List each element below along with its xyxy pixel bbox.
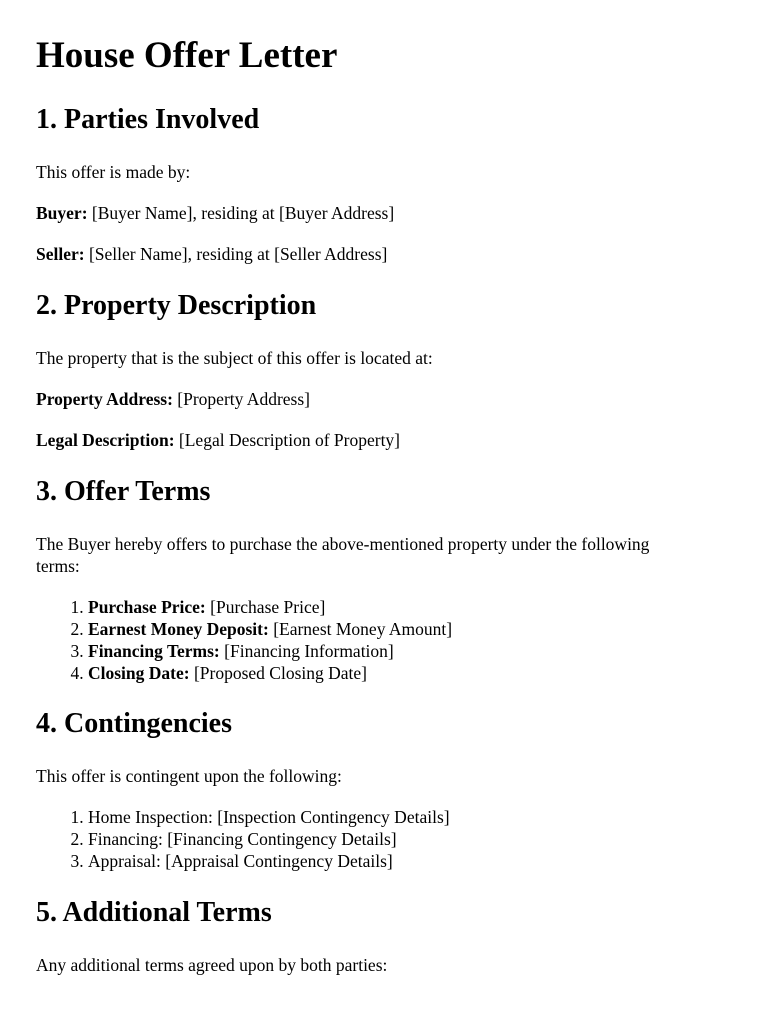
section-heading-offer-terms: 3. Offer Terms [36,476,211,507]
property-intro: The property that is the subject of this offer is located at: [36,348,433,368]
buyer-line [36,202,716,224]
list-item [88,640,452,662]
offer-terms-intro: The Buyer hereby offers to purchase the above-mentioned property under the following terms: [36,534,650,576]
section-heading-property: 2. Property Description [36,290,317,321]
document-title: House Offer Letter [36,35,338,76]
parties-intro: This offer is made by: [36,162,191,182]
list-item [88,618,452,640]
seller-label: Seller: [36,244,85,264]
section-heading-parties: 1. Parties Involved [36,104,260,135]
term-value: [Earnest Money Amount] [268,619,453,639]
list-item: 1. Home Inspection: [Inspection Contingency Details] [88,806,450,828]
term-label: Purchase Price: [88,597,206,617]
legal-description-label: Legal Description: [36,430,175,450]
additional-terms-intro: Any additional terms agreed upon by both parties: [36,955,388,975]
property-address-line [36,388,716,410]
list-item [88,596,452,618]
section-heading-additional-terms: 5. Additional Terms [36,897,272,928]
property-address-label: Property Address: [36,389,173,409]
term-value: [Financing Information] [219,641,394,661]
buyer-value: [Buyer Name], residing at [Buyer Address] [87,203,395,223]
list-item: 2. Financing: [Financing Contingency Details] [88,828,450,850]
list-item: 3. Appraisal: [Appraisal Contingency Details] [88,850,450,872]
term-label: Closing Date: [88,663,190,683]
property-address-value: [Property Address] [172,389,310,409]
contingencies-list [36,806,450,872]
legal-description-line [36,429,716,451]
legal-description-value: [Legal Description of Property] [174,430,401,450]
seller-line [36,243,716,265]
term-value: [Purchase Price] [205,597,326,617]
seller-value: [Seller Name], residing at [Seller Address] [84,244,388,264]
offer-terms-list [36,596,452,684]
buyer-label: Buyer: [36,203,88,223]
term-value: [Proposed Closing Date] [189,663,368,683]
section-heading-contingencies: 4. Contingencies [36,708,232,739]
term-label: Earnest Money Deposit: [88,619,269,639]
list-item [88,662,452,684]
contingencies-intro: This offer is contingent upon the following: [36,766,342,786]
term-label: Financing Terms: [88,641,220,661]
